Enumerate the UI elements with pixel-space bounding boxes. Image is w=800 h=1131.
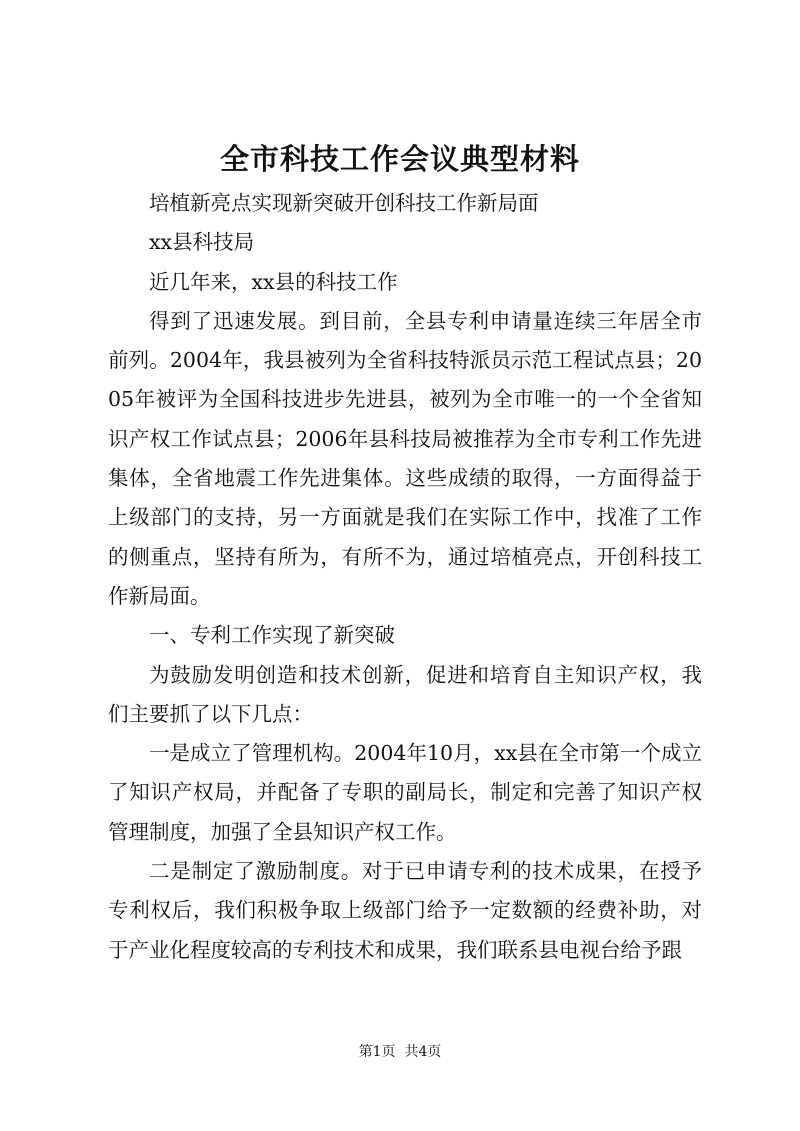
document-title: 全市科技工作会议典型材料 xyxy=(219,142,580,176)
section-heading: 一、专利工作实现了新突破 xyxy=(149,623,395,648)
section-intro-paragraph: 为鼓励发明创造和技术创新，促进和培育自主知识产权，我们主要抓了以下几点： xyxy=(108,662,702,726)
point-one-paragraph: 一是成立了管理机构。2004年10月，xx县在全市第一个成立了知识产权局，并配备了专职的副局长，制定和完善了知识产权管理制度，加强了全县知识产权工作。 xyxy=(108,741,702,844)
point-two-paragraph: 二是制定了激励制度。对于已申请专利的技术成果，在授予专利权后，我们积极争取上级部门给予一定数额的经费补助，对于产业化程度较高的专利技术和成果，我们联系县电视台给予跟 xyxy=(108,859,702,962)
intro-paragraph: 近几年来，xx县的科技工作 xyxy=(149,269,398,294)
achievements-paragraph: 得到了迅速发展。到目前，全县专利申请量连续三年居全市前列。2004年，我县被列为全省科技特派员示范工程试点县；2005年被评为全国科技进步先进县，被列为全市唯一的一个全省知识产权工作试点县；2006年县科技局被推荐为全市专利工作先进集体，全省地震工作先进集体。这些成绩的取得，一方面得益于上级部门的支持，另一方面就是我们在实际工作中，找准了工作的侧重点，坚持有所为，有所不为，通过培植亮点，开创科技工作新局面。 xyxy=(108,308,702,608)
document-body xyxy=(108,184,702,970)
page-footer xyxy=(0,1042,800,1062)
subtitle-paragraph: 培植新亮点实现新突破开创科技工作新局面 xyxy=(149,191,539,215)
author-paragraph: xx县科技局 xyxy=(149,230,255,255)
page-total: 共4页 xyxy=(404,1044,442,1060)
page-number: 第1页 xyxy=(358,1044,396,1060)
